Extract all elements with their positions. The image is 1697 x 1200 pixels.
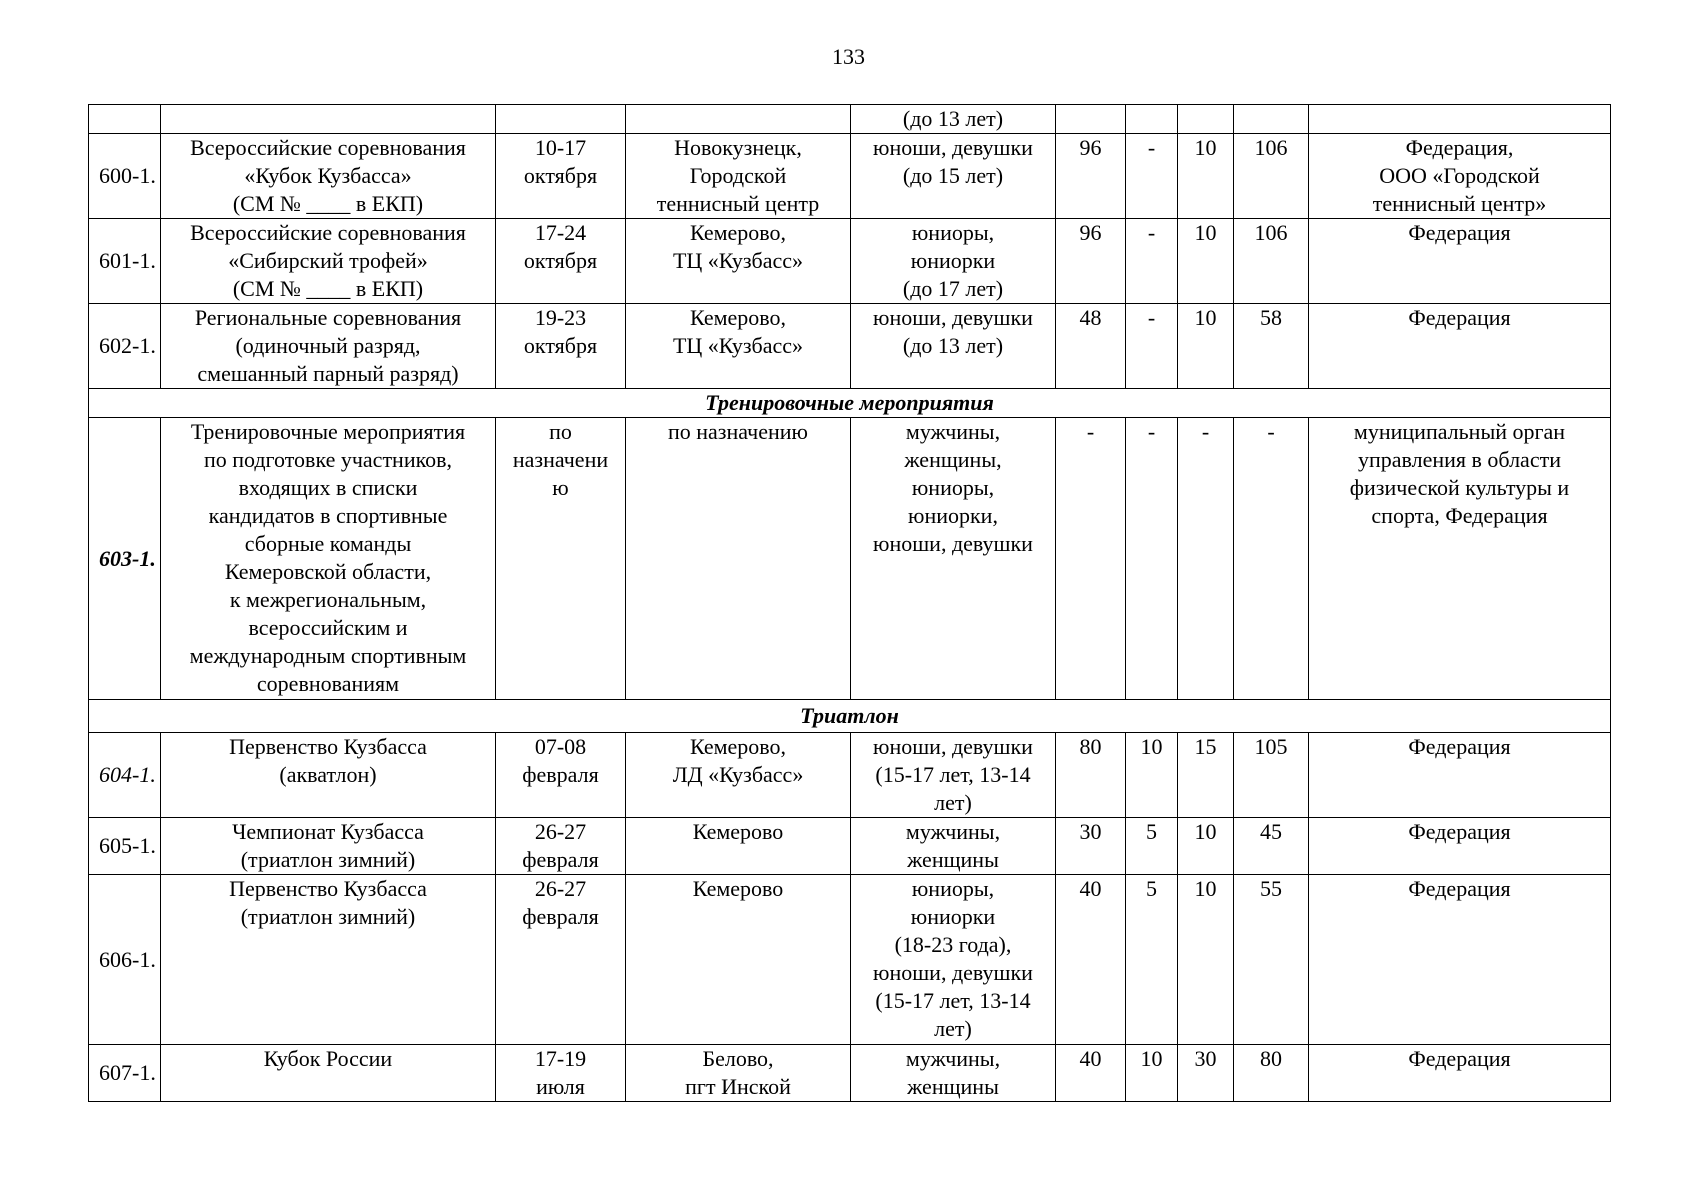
cell-participants: юноши, девушки (15-17 лет, 13-14 лет) — [851, 733, 1056, 818]
cell-num: 603-1. — [89, 418, 161, 700]
cell-count-2: 10 — [1126, 733, 1178, 818]
table-row — [89, 134, 1611, 219]
section-heading: Триатлон — [89, 700, 1611, 733]
cell-name: Всероссийские соревнования «Сибирский трофей» (СМ № ____ в ЕКП) — [161, 219, 496, 304]
cell-dates — [496, 105, 626, 134]
cell-count-3: 10 — [1178, 219, 1234, 304]
cell-count-3: 10 — [1178, 818, 1234, 875]
cell-count-3: 10 — [1178, 304, 1234, 389]
cell-count-1: 40 — [1056, 1045, 1126, 1102]
section-row — [89, 389, 1611, 418]
cell-num: 605-1. — [89, 818, 161, 875]
cell-num: 607-1. — [89, 1045, 161, 1102]
cell-participants: юниоры, юниорки (до 17 лет) — [851, 219, 1056, 304]
cell-count-2: 5 — [1126, 875, 1178, 1045]
cell-count-1: 48 — [1056, 304, 1126, 389]
cell-dates: 17-19 июля — [496, 1045, 626, 1102]
cell-num: 601-1. — [89, 219, 161, 304]
cell-organizer: муниципальный орган управления в области физической культуры и спорта, Федерация — [1309, 418, 1611, 700]
section-heading: Тренировочные мероприятия — [89, 389, 1611, 418]
cell-count-1: - — [1056, 418, 1126, 700]
cell-name: Чемпионат Кузбасса (триатлон зимний) — [161, 818, 496, 875]
table-row — [89, 219, 1611, 304]
cell-name: Всероссийские соревнования «Кубок Кузбасса» (СМ № ____ в ЕКП) — [161, 134, 496, 219]
cell-count-2: 5 — [1126, 818, 1178, 875]
cell-place: Новокузнецк, Городской теннисный центр — [626, 134, 851, 219]
cell-name: Первенство Кузбасса (триатлон зимний) — [161, 875, 496, 1045]
cell-count-total — [1234, 105, 1309, 134]
cell-organizer: Федерация — [1309, 1045, 1611, 1102]
cell-place: Кемерово, ТЦ «Кузбасс» — [626, 219, 851, 304]
cell-organizer: Федерация — [1309, 875, 1611, 1045]
cell-num: 600-1. — [89, 134, 161, 219]
cell-count-1: 96 — [1056, 219, 1126, 304]
cell-participants: юноши, девушки (до 15 лет) — [851, 134, 1056, 219]
table-row — [89, 818, 1611, 875]
cell-count-3: 10 — [1178, 875, 1234, 1045]
table-row — [89, 418, 1611, 700]
cell-num: 602-1. — [89, 304, 161, 389]
cell-dates: 26-27 февраля — [496, 818, 626, 875]
cell-count-1 — [1056, 105, 1126, 134]
cell-name: Первенство Кузбасса (акватлон) — [161, 733, 496, 818]
cell-count-2: - — [1126, 304, 1178, 389]
cell-participants: мужчины, женщины — [851, 1045, 1056, 1102]
cell-count-total: 80 — [1234, 1045, 1309, 1102]
cell-num: 604-1. — [89, 733, 161, 818]
cell-organizer: Федерация — [1309, 219, 1611, 304]
cell-participants: юниоры, юниорки (18-23 года), юноши, девушки (15-17 лет, 13-14 лет) — [851, 875, 1056, 1045]
cell-dates: 07-08 февраля — [496, 733, 626, 818]
cell-organizer: Федерация — [1309, 818, 1611, 875]
cell-participants: (до 13 лет) — [851, 105, 1056, 134]
table-row — [89, 105, 1611, 134]
cell-dates: по назначени ю — [496, 418, 626, 700]
cell-organizer: Федерация — [1309, 733, 1611, 818]
cell-count-1: 96 — [1056, 134, 1126, 219]
cell-participants: мужчины, женщины, юниоры, юниорки, юноши, девушки — [851, 418, 1056, 700]
cell-count-2: - — [1126, 418, 1178, 700]
cell-count-2: - — [1126, 219, 1178, 304]
cell-count-3: - — [1178, 418, 1234, 700]
page-number: 133 — [832, 44, 865, 69]
cell-place: Кемерово, ЛД «Кузбасс» — [626, 733, 851, 818]
cell-place: по назначению — [626, 418, 851, 700]
cell-dates: 26-27 февраля — [496, 875, 626, 1045]
cell-count-total: 106 — [1234, 219, 1309, 304]
cell-num — [89, 105, 161, 134]
cell-name: Региональные соревнования (одиночный разряд, смешанный парный разряд) — [161, 304, 496, 389]
cell-name — [161, 105, 496, 134]
cell-place: Белово, пгт Инской — [626, 1045, 851, 1102]
cell-place — [626, 105, 851, 134]
cell-count-total: 45 — [1234, 818, 1309, 875]
cell-count-total: 105 — [1234, 733, 1309, 818]
table-row — [89, 875, 1611, 1045]
cell-dates: 19-23 октября — [496, 304, 626, 389]
cell-place: Кемерово, ТЦ «Кузбасс» — [626, 304, 851, 389]
cell-count-1: 40 — [1056, 875, 1126, 1045]
table-row — [89, 1045, 1611, 1102]
cell-dates: 17-24 октября — [496, 219, 626, 304]
cell-count-2: - — [1126, 134, 1178, 219]
cell-count-total: 106 — [1234, 134, 1309, 219]
cell-count-2: 10 — [1126, 1045, 1178, 1102]
cell-num: 606-1. — [89, 875, 161, 1045]
cell-place: Кемерово — [626, 818, 851, 875]
section-row — [89, 700, 1611, 733]
cell-name: Кубок России — [161, 1045, 496, 1102]
events-table — [88, 104, 1611, 1102]
cell-count-total: 58 — [1234, 304, 1309, 389]
cell-place: Кемерово — [626, 875, 851, 1045]
cell-count-1: 80 — [1056, 733, 1126, 818]
cell-organizer — [1309, 105, 1611, 134]
cell-count-1: 30 — [1056, 818, 1126, 875]
cell-count-3 — [1178, 105, 1234, 134]
cell-organizer: Федерация, ООО «Городской теннисный центр» — [1309, 134, 1611, 219]
cell-count-total: - — [1234, 418, 1309, 700]
cell-participants: мужчины, женщины — [851, 818, 1056, 875]
cell-participants: юноши, девушки (до 13 лет) — [851, 304, 1056, 389]
cell-count-3: 15 — [1178, 733, 1234, 818]
cell-dates: 10-17 октября — [496, 134, 626, 219]
cell-count-total: 55 — [1234, 875, 1309, 1045]
cell-organizer: Федерация — [1309, 304, 1611, 389]
cell-name: Тренировочные мероприятия по подготовке участников, входящих в списки кандидатов в спортивные сборные команды Кемеровской области, к межрегиональным, всероссийским и международным спортивным соревнованиям — [161, 418, 496, 700]
table-row — [89, 733, 1611, 818]
cell-count-3: 30 — [1178, 1045, 1234, 1102]
table-row — [89, 304, 1611, 389]
cell-count-2 — [1126, 105, 1178, 134]
cell-count-3: 10 — [1178, 134, 1234, 219]
